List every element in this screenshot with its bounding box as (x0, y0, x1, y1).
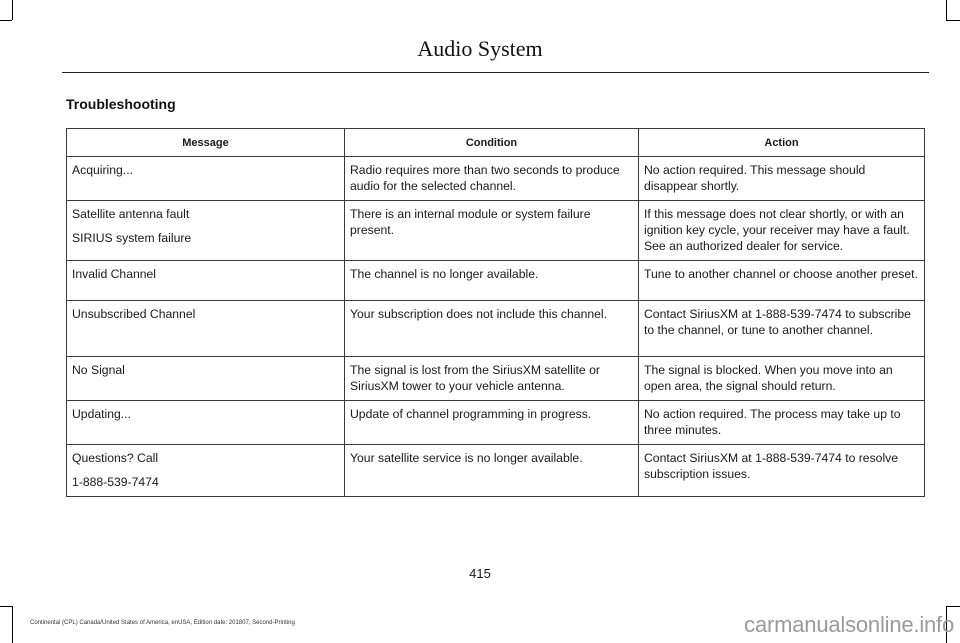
message-text: Questions? Call (72, 451, 159, 465)
message-text: Satellite antenna fault (72, 207, 190, 221)
message-cell (67, 401, 345, 445)
column-header-message: Message (67, 129, 345, 157)
table-row (67, 445, 925, 497)
action-cell: If this message does not clear shortly, or with an ignition key cycle, your receiver may have a fault. See an authorized dealer for service. (639, 201, 925, 261)
page-header-title: Audio System (417, 36, 543, 61)
crop-mark (12, 606, 13, 643)
message-cell (67, 261, 345, 301)
table-row (67, 157, 925, 201)
action-cell: The signal is blocked. When you move into an open area, the signal should return. (639, 357, 925, 401)
message-cell (67, 357, 345, 401)
message-text: 1-888-539-7474 (72, 475, 159, 489)
header-divider (62, 72, 929, 73)
crop-mark (946, 20, 960, 21)
section-title: Troubleshooting (66, 96, 176, 112)
crop-mark (946, 0, 947, 20)
watermark-text: carmanualsonline.info (744, 612, 954, 637)
condition-cell: The signal is lost from the SiriusXM satellite or SiriusXM tower to your vehicle antenna. (345, 357, 639, 401)
message-text: SIRIUS system failure (72, 231, 192, 245)
page-number: 415 (469, 566, 491, 581)
crop-mark (0, 606, 12, 607)
message-text: Invalid Channel (72, 267, 157, 281)
table-row (67, 357, 925, 401)
message-cell (67, 301, 345, 357)
table-row (67, 261, 925, 301)
condition-cell: Your satellite service is no longer available. (345, 445, 639, 497)
table-row (67, 301, 925, 357)
column-header-condition: Condition (345, 129, 639, 157)
message-cell (67, 157, 345, 201)
action-cell: Contact SiriusXM at 1-888-539-7474 to resolve subscription issues. (639, 445, 925, 497)
condition-cell: Your subscription does not include this channel. (345, 301, 639, 357)
message-text: No Signal (72, 363, 125, 377)
condition-cell: Update of channel programming in progress. (345, 401, 639, 445)
message-text: Acquiring... (72, 163, 133, 177)
condition-cell: The channel is no longer available. (345, 261, 639, 301)
message-cell (67, 445, 345, 497)
troubleshooting-table (66, 128, 925, 497)
message-text: Unsubscribed Channel (72, 307, 196, 321)
action-cell: No action required. The process may take up to three minutes. (639, 401, 925, 445)
crop-mark (0, 20, 12, 21)
column-header-action: Action (639, 129, 925, 157)
action-cell: No action required. This message should disappear shortly. (639, 157, 925, 201)
condition-cell: Radio requires more than two seconds to produce audio for the selected channel. (345, 157, 639, 201)
table-row (67, 201, 925, 261)
crop-mark (12, 0, 13, 20)
table-row (67, 401, 925, 445)
message-cell (67, 201, 345, 261)
action-cell: Contact SiriusXM at 1-888-539-7474 to subscribe to the channel, or tune to another channel. (639, 301, 925, 357)
action-cell: Tune to another channel or choose another preset. (639, 261, 925, 301)
table-header-row (67, 129, 925, 157)
edition-footer: Continental (CPL) Canada/United States of America, enUSA, Edition date: 201807, Second-Printing (30, 620, 295, 626)
condition-cell: There is an internal module or system failure present. (345, 201, 639, 261)
message-text: Updating... (72, 407, 131, 421)
crop-mark (946, 606, 960, 607)
